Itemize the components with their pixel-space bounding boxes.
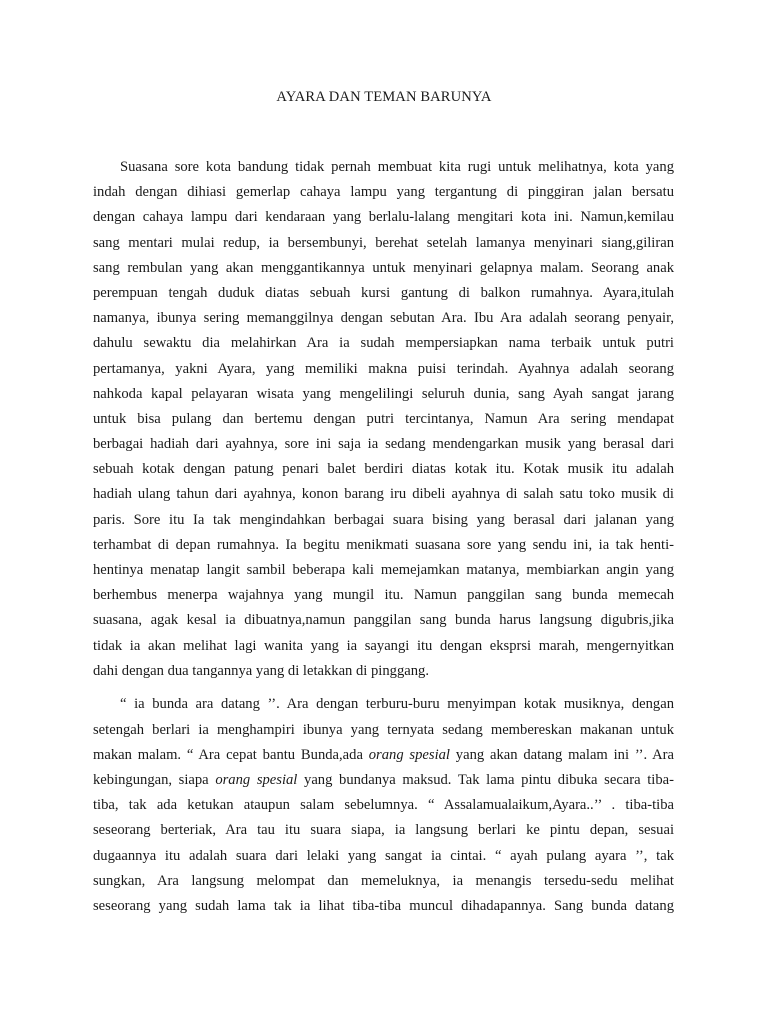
- paragraph-line: sebuah kotak dengan patung penari balet berdiri diatas kotak itu. Kotak musik itu adalah: [93, 461, 674, 478]
- paragraph-line: [93, 768, 674, 793]
- paragraph-line: dugaannya itu adalah suara dari lelaki yang sangat ia cintai. “ ayah pulang ayara ’’, tak: [93, 847, 674, 864]
- paragraph: [93, 155, 674, 684]
- text-segment: makan malam. “ Ara cepat bantu Bunda,ada: [93, 746, 369, 763]
- paragraph-line: hentinya menatap langit sambil beberapa kali memejamkan matanya, membiarkan angin yang: [93, 562, 674, 578]
- document-title: AYARA DAN TEMAN BARUNYA: [276, 89, 492, 105]
- paragraph-line: [93, 743, 674, 768]
- paragraph-line: setengah berlari ia menghampiri ibunya yang ternyata sedang membereskan makanan untuk: [93, 721, 674, 738]
- paragraph-line: dengan cahaya lampu dari kendaraan yang berlalu-lalang mengitari kota ini. Namun,kemilau: [93, 209, 674, 226]
- paragraph-line: indah dengan dihiasi gemerlap cahaya lampu yang tergantung di pinggiran jalan bersatu: [93, 184, 674, 201]
- paragraph-line: hadiah ulang tahun dari ayahnya, konon barang iru dibeli ayahnya di salah satu toko musik di: [93, 486, 674, 503]
- text-segment: yang akan datang malam ini ’’. Ara: [449, 746, 674, 763]
- paragraph-line: dahi dengan dua tangannya yang di letakkan di pinggang.: [93, 662, 429, 679]
- document-body: [93, 155, 674, 919]
- text-segment: yang bundanya maksud. Tak lama pintu dibuka secara tiba-: [297, 772, 674, 788]
- paragraph-line: paris. Sore itu Ia tak mengindahkan berbagai suara bising yang berasal dari jalanan yang: [93, 511, 674, 528]
- paragraph-line: tiba, tak ada ketukan ataupun salam sebelumnya. “ Assalamualaikum,Ayara..’’ . tiba-tiba: [93, 797, 674, 814]
- paragraph-line: sungkan, Ara langsung melompat dan memeluknya, ia menangis tersedu-sedu melihat: [93, 872, 674, 889]
- paragraph-line: nahkoda kapal pelayaran wisata yang mengelilingi seluruh dunia, sang Ayah sangat jarang: [93, 385, 674, 402]
- paragraph-line: sang mentari mulai redup, ia bersembunyi, berehat setelah lamanya menyinari siang,giliran: [93, 234, 674, 251]
- paragraph-line: berbagai hadiah dari ayahnya, sore ini saja ia sedang mendengarkan musik yang berasal dari: [93, 436, 674, 453]
- paragraph-line: sang rembulan yang akan menggantikannya untuk menyinari gelapnya malam. Seorang anak: [93, 259, 674, 276]
- paragraph-line: namanya, ibunya sering memanggilnya dengan sebutan Ara. Ibu Ara adalah seorang penyair,: [93, 310, 674, 327]
- paragraph: [93, 692, 674, 919]
- text-segment: kebingungan, siapa: [93, 772, 216, 788]
- paragraph-line: berhembus menerpa wajahnya yang mungil itu. Namun panggilan sang bunda memecah: [93, 587, 674, 604]
- paragraph-line: seseorang berteriak, Ara tau itu suara siapa, ia langsung berlari ke pintu depan, sesuai: [93, 822, 674, 839]
- italic-phrase: orang spesial: [368, 746, 450, 763]
- paragraph-line: suasana, agak kesal ia dibuatnya,namun panggilan sang bunda harus langsung digubris,jika: [93, 612, 674, 629]
- paragraph-line: “ ia bunda ara datang ’’. Ara dengan terburu-buru menyimpan kotak musiknya, dengan: [120, 696, 674, 713]
- paragraph-line: dahulu sewaktu dia melahirkan Ara ia sudah mempersiapkan nama terbaik untuk putri: [93, 335, 674, 352]
- italic-phrase: orang spesial: [215, 772, 298, 788]
- paragraph-line: pertamanya, yakni Ayara, yang memiliki makna puisi terindah. Ayahnya adalah seorang: [93, 360, 674, 377]
- paragraph-line: tidak ia akan melihat lagi wanita yang ia sayangi itu dengan eksprsi marah, mengernyitkan: [93, 637, 674, 654]
- paragraph-line: seseorang yang sudah lama tak ia lihat tiba-tiba muncul dihadapannya. Sang bunda datang: [93, 897, 674, 914]
- paragraph-line: Suasana sore kota bandung tidak pernah membuat kita rugi untuk melihatnya, kota yang: [120, 159, 674, 175]
- paragraph-line: untuk bisa pulang dan bertemu dengan putri tercintanya, Namun Ara sering mendapat: [93, 410, 674, 427]
- paragraph-line: perempuan tengah duduk diatas sebuah kursi gantung di balkon rumahnya. Ayara,itulah: [93, 284, 674, 301]
- paragraph-line: terhambat di depan rumahnya. Ia begitu menikmati suasana sore yang sendu ini, ia tak henti-: [93, 536, 674, 553]
